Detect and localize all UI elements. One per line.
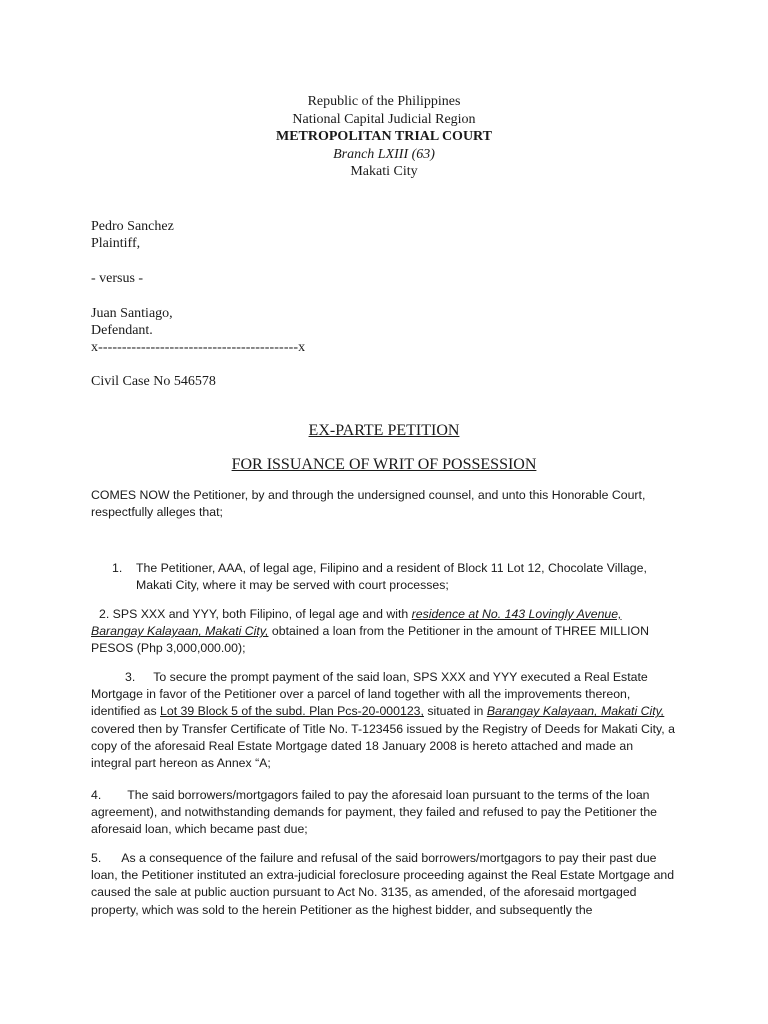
document-subtitle: FOR ISSUANCE OF WRIT OF POSSESSION xyxy=(231,456,537,473)
city-line: Makati City xyxy=(350,164,418,180)
lot-description: Lot 39 Block 5 of the subd. Plan Pcs-20-000123, xyxy=(160,704,424,719)
paragraph-1-text: The Petitioner, AAA, of legal age, Filipino and a resident of Block 11 Lot 12, Chocolate Village, Makati City, where it may be served with court processes; xyxy=(136,561,647,593)
defendant-name: Juan Santiago, xyxy=(91,305,173,321)
paragraph-3-rest: covered then by Transfer Certificate of Title No. T-123456 issued by the Registry of Deeds for Makati City, a copy of the aforesaid Real Estate Mortgage dated 18 January 2008 is hereto attached and made an integral part hereon as Annex “A; xyxy=(91,721,675,771)
paragraph-3-mid: situated in xyxy=(423,704,487,719)
defendant-role: Defendant. xyxy=(91,322,153,338)
intro-paragraph: COMES NOW the Petitioner, by and through the undersigned counsel, and unto this Honorable Court, respectfully alleges that; xyxy=(91,488,646,520)
court-name: METROPOLITAN TRIAL COURT xyxy=(275,129,493,145)
paragraph-5-text: As a consequence of the failure and refusal of the said borrowers/mortgagors to pay their past due loan, the Petitioner instituted an extra-judicial foreclosure proceeding against the Real Estate Mortgage and caused the sale at public auction pursuant to Act No. 3135, as amended, of the aforesaid mortgaged property, which was sold to the herein Petitioner as the highest bidder, and subsequently the xyxy=(91,851,675,917)
paragraph-1 xyxy=(112,560,675,594)
region-line: National Capital Judicial Region xyxy=(292,111,476,127)
plaintiff-role: Plaintiff, xyxy=(91,236,141,252)
court-header xyxy=(0,93,768,181)
caption-separator: x------------------------------------------x xyxy=(91,340,306,356)
case-parties xyxy=(91,218,305,356)
paragraph-4 xyxy=(91,787,675,839)
versus-line: - versus - xyxy=(91,271,144,287)
paragraph-2-lead: 2. SPS XXX and YYY, both Filipino, of legal age and with xyxy=(99,607,412,621)
borrower-address: residence at No. 143 Lovingly Avenue, Barangay Kalayaan, Makati City, xyxy=(91,607,622,639)
paragraph-4-text: The said borrowers/mortgagors failed to pay the aforesaid loan pursuant to the terms of the loan agreement), and notwithstanding demands for payment, they failed and refused to pay the Petitioner the aforesaid loan, which became past due; xyxy=(91,788,658,837)
paragraph-2 xyxy=(91,606,675,658)
civil-case-number: Civil Case No 546578 xyxy=(91,374,216,389)
paragraph-5-number: 5. xyxy=(91,851,102,865)
property-location: Barangay Kalayaan, Makati City, xyxy=(486,704,665,719)
paragraph-5 xyxy=(91,850,675,919)
paragraph-2-rest: obtained a loan from the Petitioner in the amount of THREE MILLION PESOS (Php 3,000,000.00); xyxy=(91,624,649,656)
republic-line: Republic of the Philippines xyxy=(307,94,461,109)
paragraph-3 xyxy=(91,669,675,772)
plaintiff-name: Pedro Sanchez xyxy=(91,219,174,234)
paragraph-4-number: 4. xyxy=(91,788,102,802)
branch-line: Branch LXIII (63) xyxy=(333,146,435,162)
paragraph-1-number: 1. xyxy=(112,561,123,575)
paragraph-3-lead: To secure the prompt payment of the said loan, SPS XXX and YYY executed a Real Estate Mortgage in favor of the Petitioner over a parcel of land together with all the improvements thereon, identified as xyxy=(91,670,648,719)
document-title: EX-PARTE PETITION xyxy=(308,422,460,439)
paragraph-3-number: 3. xyxy=(125,670,136,684)
